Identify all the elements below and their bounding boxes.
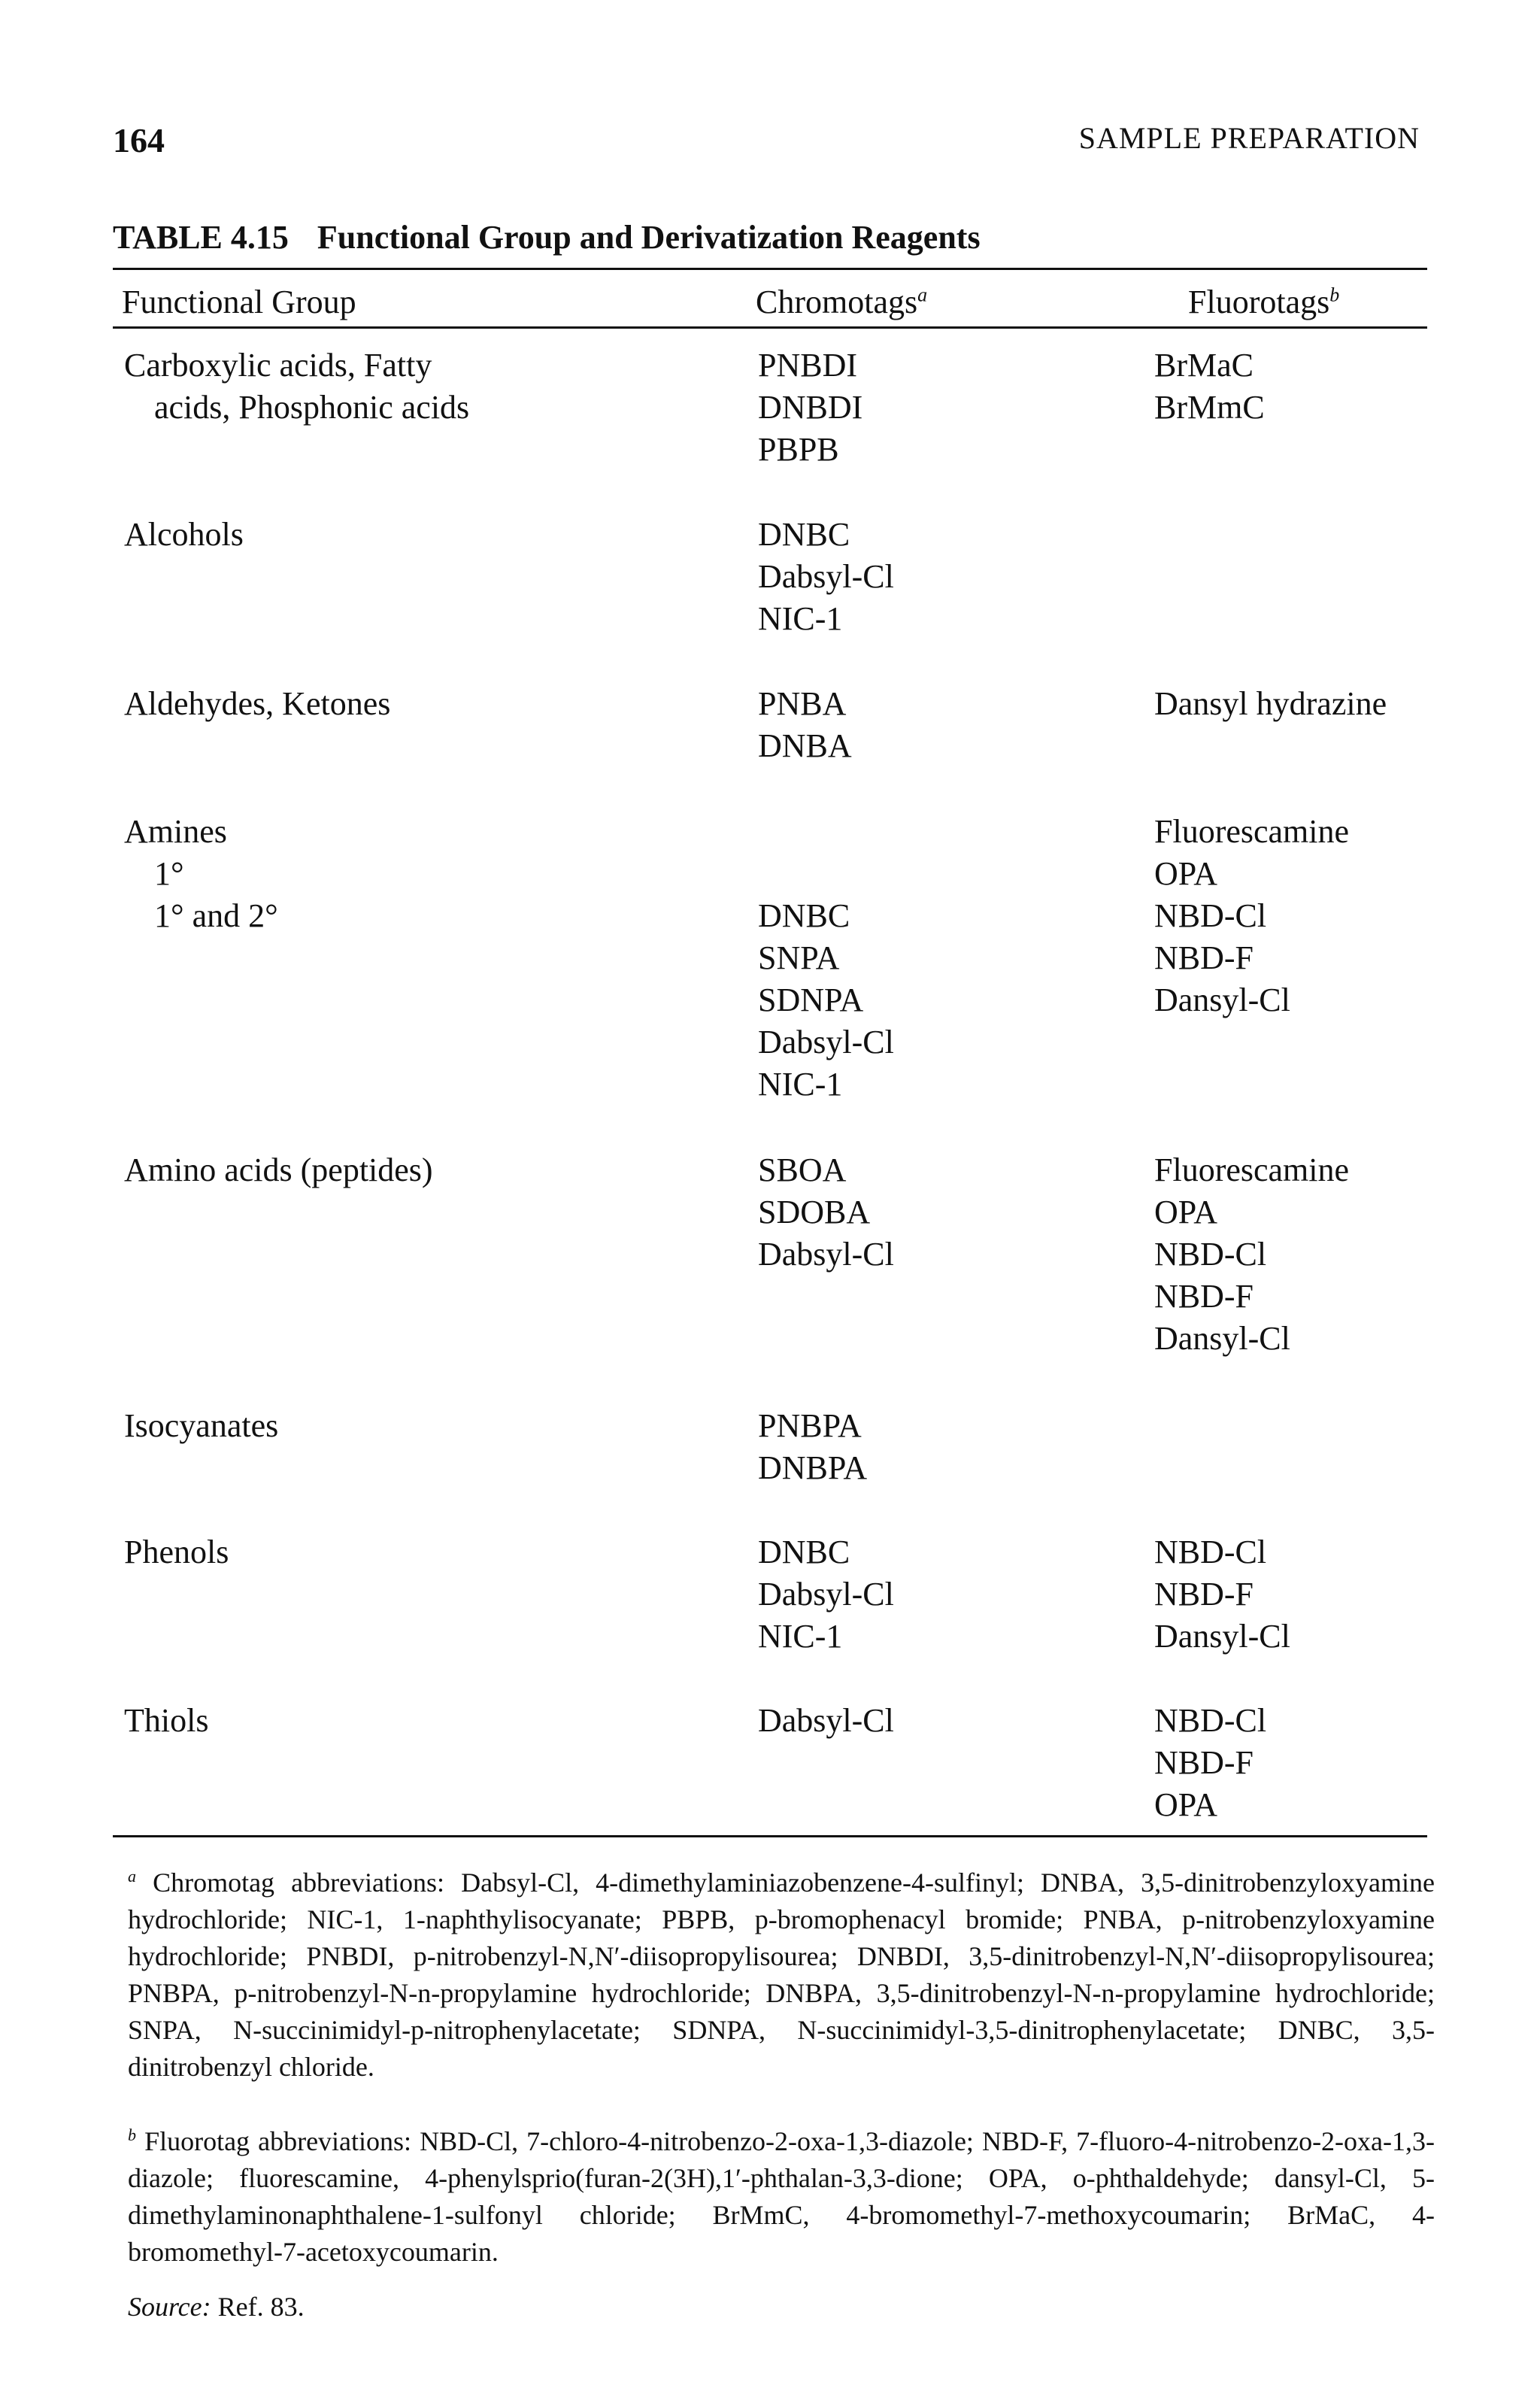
fluorotag-item: Dansyl-Cl — [1154, 1320, 1290, 1357]
header-rule — [113, 326, 1427, 329]
table-label: TABLE 4.15 — [113, 219, 289, 256]
group-line: Isocyanates — [124, 1407, 279, 1444]
fluorotags-cell — [1154, 1700, 1440, 1826]
footnote-b-marker: b — [128, 2125, 136, 2144]
source-line — [128, 2291, 305, 2323]
chromotags-cell — [758, 514, 1149, 640]
chromotag-item: DNBC — [758, 1534, 850, 1570]
group-line: Carboxylic acids, Fatty — [124, 347, 432, 384]
group-line: Alcohols — [124, 516, 244, 553]
chromotags-cell — [758, 1405, 1149, 1489]
footnote-marker-b: b — [1329, 284, 1340, 306]
footnote-marker-a: a — [917, 284, 928, 306]
fluorotag-item: NBD-F — [1154, 1576, 1254, 1613]
chromotag-item: DNBDI — [758, 389, 863, 426]
footnote-fluorotags — [128, 2116, 1435, 2271]
chromotag-item: SBOA — [758, 1151, 847, 1188]
fluorotag-item: NBD-Cl — [1154, 897, 1267, 934]
chromotag-item: Dabsyl-Cl — [758, 1024, 894, 1060]
group-line: acids, Phosphonic acids — [154, 389, 470, 426]
column-header-fluorotags — [1188, 283, 1339, 321]
fluorotag-item: OPA — [1154, 1786, 1217, 1823]
group-line: Phenols — [124, 1534, 229, 1570]
fluorotags-cell — [1154, 683, 1440, 725]
group-line: 1° and 2° — [154, 897, 278, 934]
chromotag-item: PNBA — [758, 685, 847, 722]
chromotag-item: SDOBA — [758, 1194, 871, 1230]
functional-group-cell — [124, 811, 741, 937]
functional-group-cell — [124, 683, 741, 725]
fluorotag-item: NBD-Cl — [1154, 1702, 1267, 1739]
functional-group-cell — [124, 344, 741, 429]
functional-group-cell — [124, 1405, 741, 1447]
fluorotag-item: OPA — [1154, 1194, 1217, 1230]
table-bottom-rule — [113, 1835, 1427, 1837]
fluorotag-item: BrMmC — [1154, 389, 1265, 426]
chromotag-item: Dabsyl-Cl — [758, 558, 894, 595]
chromotag-item: PBPB — [758, 431, 839, 468]
chromotags-cell — [758, 1700, 1149, 1742]
source-reference: Ref. 83. — [217, 2292, 305, 2322]
fluorotag-item: NBD-Cl — [1154, 1534, 1267, 1570]
chromotags-cell — [758, 1149, 1149, 1276]
page-number: 164 — [113, 121, 165, 159]
chromotag-item: PNBDI — [758, 347, 858, 384]
fluorotag-item: NBD-Cl — [1154, 1236, 1267, 1273]
group-line: 1° — [154, 855, 184, 892]
fluorotag-item: Fluorescamine — [1154, 1151, 1350, 1188]
group-line: Thiols — [124, 1702, 209, 1739]
chromotags-label: Chromotags — [756, 284, 918, 320]
column-header-chromotags — [756, 283, 927, 321]
chromotag-item: NIC-1 — [758, 600, 843, 637]
chromotag-item — [758, 853, 1149, 895]
chromotags-cell — [758, 1531, 1149, 1658]
footnote-chromotags — [128, 1858, 1435, 2086]
fluorotags-cell — [1154, 344, 1440, 429]
chromotag-item: SDNPA — [758, 982, 864, 1018]
fluorotags-label: Fluorotags — [1188, 284, 1330, 320]
chromotags-cell — [758, 344, 1149, 471]
source-label: Source: — [128, 2292, 211, 2322]
functional-group-cell — [124, 1531, 741, 1573]
chromotag-item: Dabsyl-Cl — [758, 1702, 894, 1739]
chromotag-item — [758, 811, 1149, 853]
chromotag-item: Dabsyl-Cl — [758, 1236, 894, 1273]
fluorotag-item: OPA — [1154, 855, 1217, 892]
fluorotags-cell — [1154, 1531, 1440, 1658]
chromotag-item: DNBPA — [758, 1449, 868, 1486]
chromotag-item: DNBC — [758, 516, 850, 553]
chromotags-cell — [758, 683, 1149, 767]
chromotag-item: DNBC — [758, 897, 850, 934]
functional-group-cell — [124, 514, 741, 556]
chromotag-item: NIC-1 — [758, 1618, 843, 1655]
chromotag-item: PNBPA — [758, 1407, 862, 1444]
footnote-a-text: Chromotag abbreviations: Dabsyl-Cl, 4-dimethylaminiazobenzene-4-sulfinyl; DNBA, 3,5-dinitrobenzyloxyamine hydrochloride; NIC-1, 1-naphthylisocyanate; PBPB, p-bromophenacyl bromide; PNBA, p-nitrobenzyloxyamine hydrochloride; PNBDI, p-nitrobenzyl-N,N′-diisopropylisourea; DNBDI, 3,5-dinitrobenzyl-N,N′-diisopropylisourea; PNBPA, p-nitrobenzyl-N-n-propylamine hydrochloride; DNBPA, 3,5-dinitrobenzyl-N-n-propylamine hydrochloride; SNPA, N-succinimidyl-p-nitrophenylacetate; SDNPA, N-succinimidyl-3,5-dinitrophenylacetate; DNBC, 3,5-dinitrobenzyl chloride. — [128, 1867, 1435, 2082]
table-top-rule — [113, 268, 1427, 270]
running-head: SAMPLE PREPARATION — [1078, 121, 1420, 155]
fluorotag-item: Dansyl-Cl — [1154, 982, 1290, 1018]
column-header-functional-group: Functional Group — [122, 284, 356, 320]
footnote-a-marker: a — [128, 1867, 136, 1886]
fluorotag-item: Dansyl hydrazine — [1154, 685, 1387, 722]
chromotag-item: SNPA — [758, 939, 840, 976]
chromotag-item: DNBA — [758, 727, 852, 764]
fluorotag-item: NBD-F — [1154, 1744, 1254, 1781]
group-line: Amino acids (peptides) — [124, 1151, 433, 1188]
fluorotag-item: NBD-F — [1154, 939, 1254, 976]
table-title — [113, 218, 981, 256]
fluorotag-item: Dansyl-Cl — [1154, 1618, 1290, 1655]
fluorotags-cell — [1154, 811, 1440, 1021]
fluorotag-item: NBD-F — [1154, 1278, 1254, 1315]
fluorotag-item: Fluorescamine — [1154, 813, 1350, 850]
group-line: Amines — [124, 813, 227, 850]
chromotags-cell — [758, 811, 1149, 1106]
fluorotags-cell — [1154, 1149, 1440, 1360]
functional-group-cell — [124, 1700, 741, 1742]
chromotag-item: Dabsyl-Cl — [758, 1576, 894, 1613]
chromotag-item: NIC-1 — [758, 1066, 843, 1103]
functional-group-cell — [124, 1149, 741, 1191]
table-caption: Functional Group and Derivatization Reagents — [317, 219, 981, 256]
fluorotag-item: BrMaC — [1154, 347, 1254, 384]
footnote-b-text: Fluorotag abbreviations: NBD-Cl, 7-chloro-4-nitrobenzo-2-oxa-1,3-diazole; NBD-F, 7-fluoro-4-nitrobenzo-2-oxa-1,3-diazole; fluorescamine, 4-phenylsprio(furan-2(3H),1′-phthalan-3,3-dione; OPA, o-phthaldehyde; dansyl-Cl, 5-dimethylaminonaphthalene-1-sulfonyl chloride; BrMmC, 4-bromomethyl-7-methoxycoumarin; BrMaC, 4-bromomethyl-7-acetoxycoumarin. — [128, 2126, 1435, 2267]
group-line: Aldehydes, Ketones — [124, 685, 391, 722]
